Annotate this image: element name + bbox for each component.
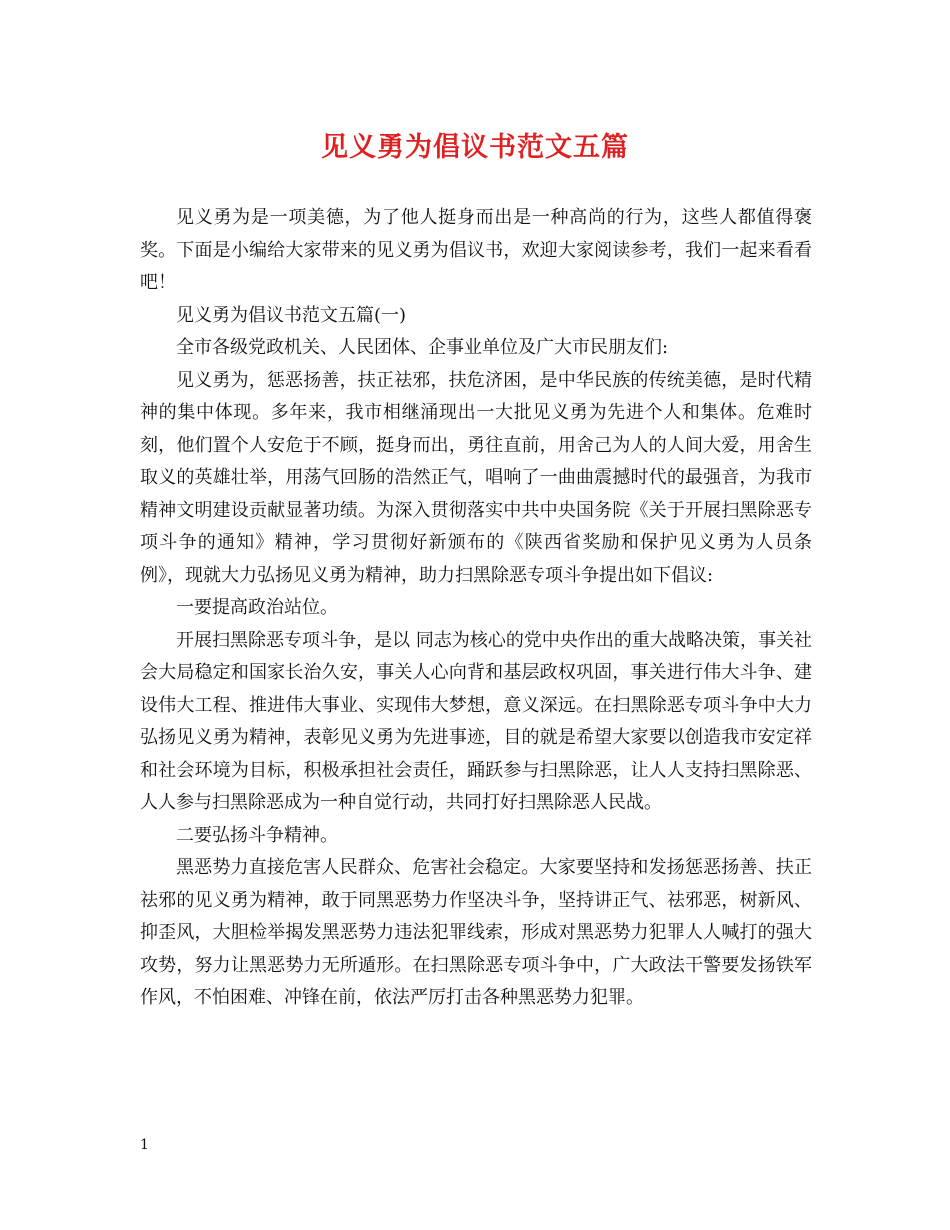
intro-paragraph: 见义勇为是一项美德，为了他人挺身而出是一种高尚的行为，这些人都值得褒奖。下面是小编给大家带来的见义勇为倡议书，欢迎大家阅读参考，我们一起来看看吧！	[140, 207, 812, 293]
page-number: 1	[140, 1137, 149, 1153]
document-title: 见义勇为倡议书范文五篇	[321, 132, 629, 163]
document-body	[140, 202, 812, 1015]
section-heading-one: 见义勇为倡议书范文五篇(一)	[176, 304, 407, 326]
point-heading-one: 一要提高政治站位。	[176, 597, 338, 618]
salutation: 全市各级党政机关、人民团体、企事业单位及广大市民朋友们:	[176, 337, 669, 358]
point-heading-two: 二要弘扬斗争精神。	[176, 824, 338, 846]
body-paragraph: 黑恶势力直接危害人民群众、危害社会稳定。大家要坚持和发扬惩恶扬善、扶正祛邪的见义勇为精神，敢于同黑恶势力作坚决斗争，坚持讲正气、祛邪恶，树新风、抑歪风，大胆检举揭发黑恶势力违法犯罪线索，形成对黑恶势力犯罪人人喊打的强大攻势，努力让黑恶势力无所遁形。在扫黑除恶专项斗争中，广大政法干警要发扬铁军作风，不怕困难、冲锋在前，依法严厉打击各种黑恶势力犯罪。	[140, 857, 812, 1008]
body-paragraph: 开展扫黑除恶专项斗争，是以 同志为核心的党中央作出的重大战略决策，事关社会大局稳定和国家长治久安，事关人心向背和基层政权巩固，事关进行伟大斗争、建设伟大工程、推进伟大事业、实现伟大梦想，意义深远。在扫黑除恶专项斗争中大力弘扬见义勇为精神，表彰见义勇为先进事迹，目的就是希望大家要以创造我市安定祥和社会环境为目标，积极承担社会责任，踊跃参与扫黑除恶，让人人支持扫黑除恶、人人参与扫黑除恶成为一种自觉行动，共同打好扫黑除恶人民战。	[140, 629, 812, 813]
body-paragraph: 见义勇为，惩恶扬善，扶正祛邪，扶危济困，是中华民族的传统美德，是时代精神的集中体现。多年来，我市相继涌现出一大批见义勇为先进个人和集体。危难时刻，他们置个人安危于不顾，挺身而出，勇往直前，用舍己为人的人间大爱，用舍生取义的英雄壮举，用荡气回肠的浩然正气，唱响了一曲曲震撼时代的最强音，为我市精神文明建设贡献显著功绩。为深入贯彻落实中共中央国务院《关于开展扫黑除恶专项斗争的通知》精神，学习贯彻好新颁布的《陕西省奖励和保护见义勇为人员条例》，现就大力弘扬见义勇为精神，助力扫黑除恶专项斗争提出如下倡议:	[140, 369, 812, 586]
